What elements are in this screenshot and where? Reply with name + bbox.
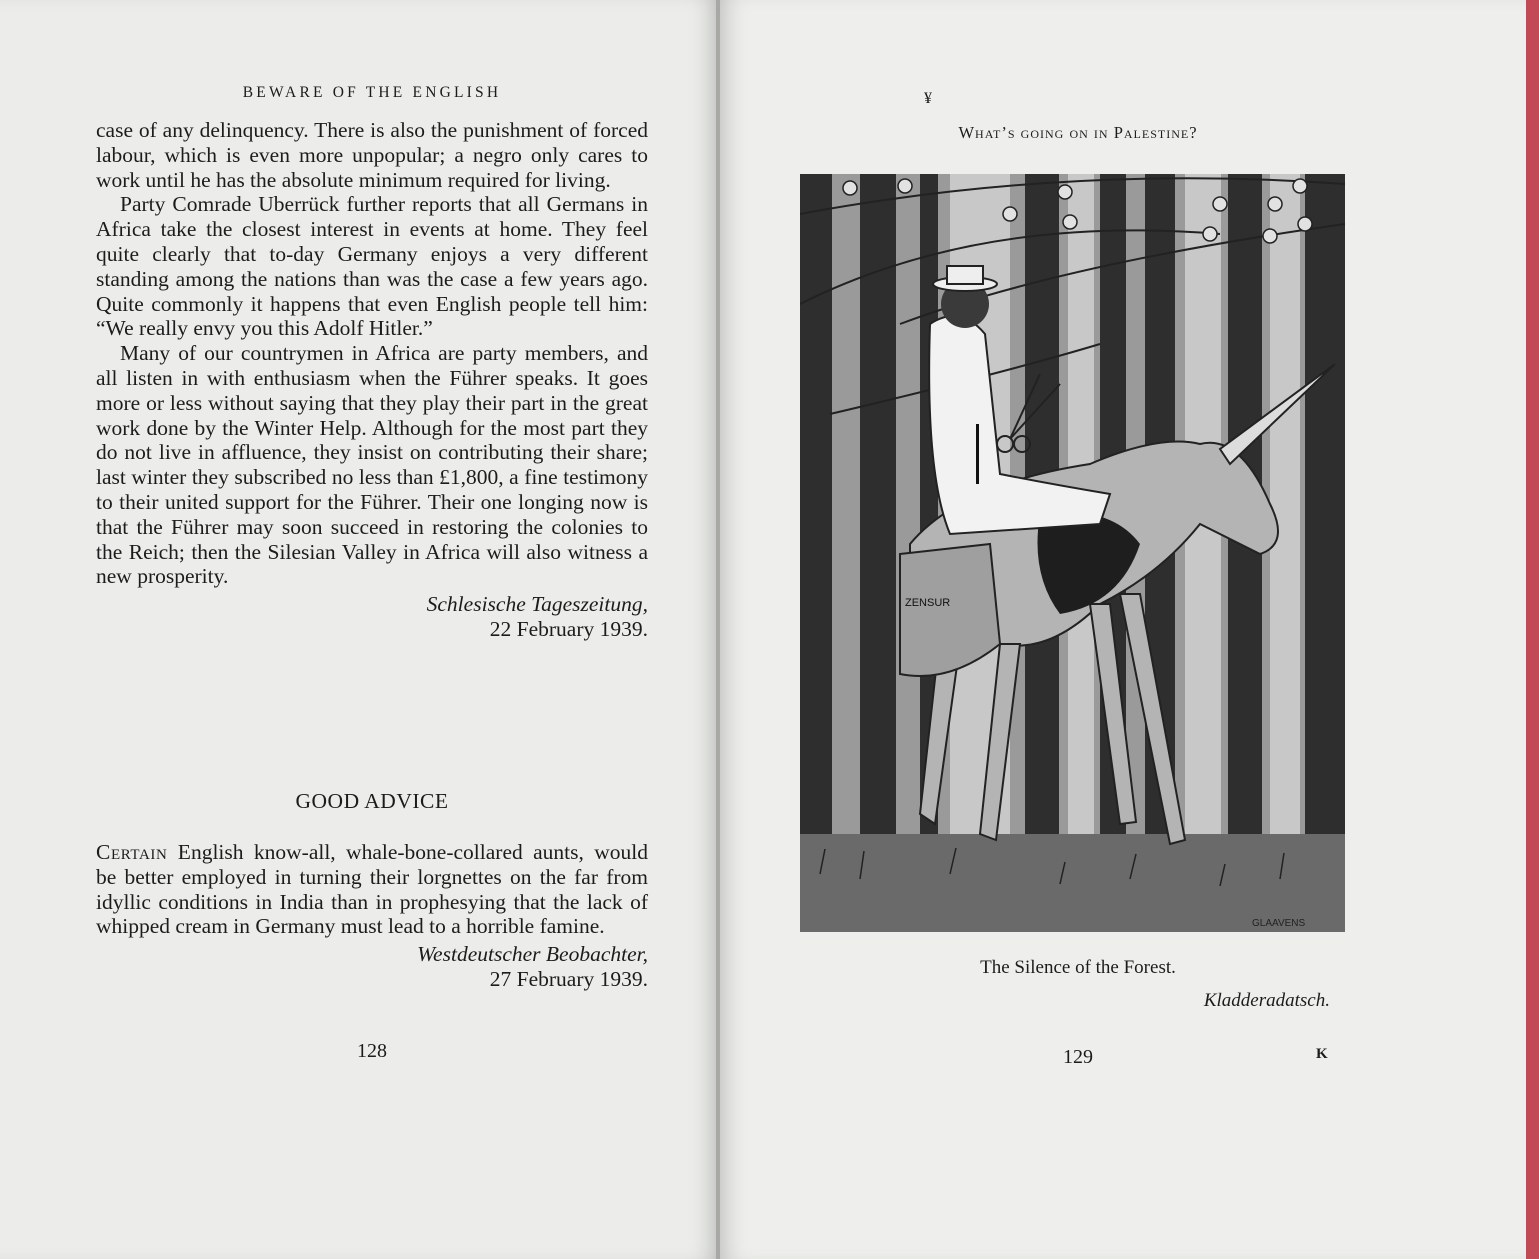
page-number: 129 bbox=[1063, 1046, 1093, 1068]
illustration-credit: Kladderadatsch. bbox=[1203, 990, 1330, 1011]
running-head: BEWARE OF THE ENGLISH bbox=[242, 84, 502, 101]
section-text bbox=[96, 840, 648, 992]
running-head: What’s going on in Palestine? bbox=[958, 123, 1198, 142]
signature-mark: K bbox=[1316, 1046, 1328, 1062]
illustration-caption: The Silence of the Forest. bbox=[980, 957, 1176, 978]
paragraph: Many of our countrymen in Africa are party members, and all listen in with enthusiasm when the Führer speaks. It goes more or less without saying that they play their part in the great work done by the Winter Help. Although for the most part they do not live in affluence, they insist on contributing their share; last winter they subscribed no less than £1,800, a fine testimony to their united support for the Führer. Their one longing now is that the Führer may soon succeed in restoring the colonies to the Reich; then the Silesian Valley in Africa will also witness a new prosperity. bbox=[96, 341, 648, 589]
ink-mark: ¥ bbox=[924, 90, 932, 107]
paragraph-body: English know-all, whale-bone-collared aunts, would be better employed in turning their lorgnettes on the far from idyllic conditions in India than in prophesying that the lack of whipped cream in Germany must lead to a horrible famine. bbox=[96, 840, 648, 939]
paragraph bbox=[96, 840, 648, 939]
cartoon-drawing bbox=[800, 174, 1345, 932]
source-citation bbox=[96, 942, 648, 992]
right-page bbox=[720, 0, 1526, 1259]
left-page bbox=[0, 0, 718, 1259]
source-date: 27 February 1939. bbox=[489, 966, 648, 991]
source-publication: Westdeutscher Beobachter, bbox=[417, 942, 648, 967]
source-citation bbox=[96, 592, 648, 642]
saddle-label: ZENSUR bbox=[905, 597, 951, 609]
paragraph: case of any delinquency. There is also the punishment of forced labour, which is even more unpopular; a negro only cares to work until he has the absolute minimum required for living. bbox=[96, 118, 648, 192]
page-number: 128 bbox=[357, 1040, 387, 1062]
section-title: GOOD ADVICE bbox=[295, 789, 449, 813]
cartoon-illustration bbox=[800, 174, 1345, 932]
source-publication: Schlesische Tageszeitung, bbox=[426, 592, 648, 617]
page-edge bbox=[1526, 0, 1539, 1259]
paragraph: Party Comrade Uberrück further reports that all Germans in Africa take the closest interest in events at home. They feel quite clearly that to-day Germany enjoys a very different standing among the nations than was the case a few years ago. Quite commonly it happens that even English people tell him: “We really envy you this Adolf Hitler.” bbox=[96, 192, 648, 341]
lead-word: Certain bbox=[96, 840, 168, 864]
body-text bbox=[96, 118, 648, 642]
source-date: 22 February 1939. bbox=[489, 616, 648, 641]
artist-signature: GLAAVENS bbox=[1252, 918, 1306, 929]
